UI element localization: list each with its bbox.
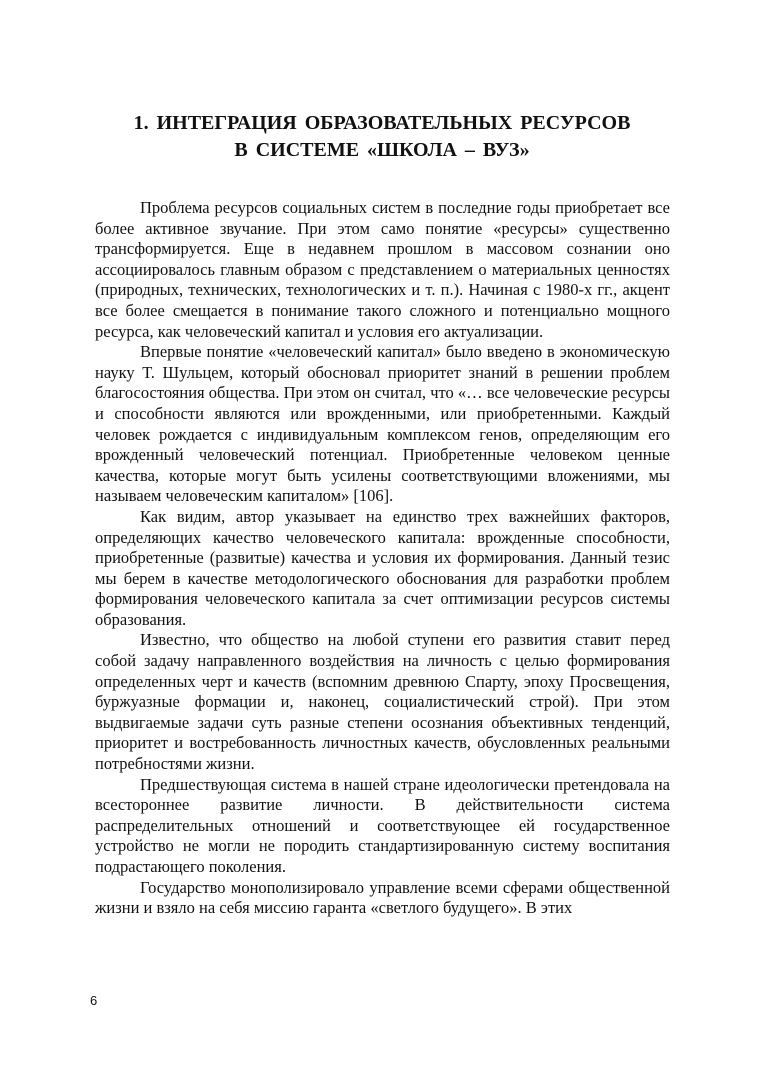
paragraph: Известно, что общество на любой ступени его развития ставит перед собой задачу направленного воздействия на личность с целью формирования определенных черт и качеств (вспомним древнюю Спарту, эпоху Просвещения, буржуазные формации и, наконец, социалистический строй). При этом выдвигаемые задачи суть разные степени осознания объективных тенденций, приоритет и востребованность личностных качеств, обусловленных реальными потребностями жизни.: [95, 630, 670, 774]
body-text: [95, 198, 670, 919]
chapter-heading-line-1: 1. ИНТЕГРАЦИЯ ОБРАЗОВАТЕЛЬНЫХ РЕСУРСОВ: [133, 112, 631, 134]
paragraph: Как видим, автор указывает на единство трех важнейших факторов, определяющих качество человеческого капитала: врожденные способности, приобретенные (развитые) качества и условия их формирования. Данный тезис мы берем в качестве методологического обоснования для разработки проблем формирования человеческого капитала за счет оптимизации ресурсов системы образования.: [95, 506, 670, 629]
paragraph: Проблема ресурсов социальных систем в последние годы приобретает все более активное звучание. При этом само понятие «ресурсы» существенно трансформируется. Еще в недавнем прошлом в массовом сознании оно ассоциировалось главным образом с представлением о материальных ценностях (природных, технических, технологических и т. п.). Начиная с 1980-х гг., акцент все более смещается в понимание такого сложного и потенциально мощного ресурса, как человеческий капитал и условия его актуализации.: [95, 198, 670, 341]
chapter-heading: [90, 110, 674, 164]
paragraph: Впервые понятие «человеческий капитал» было введено в экономическую науку Т. Шульцем, который обосновал приоритет знаний в решении проблем благосостояния общества. При этом он считал, что «… все человеческие ресурсы и способности являются или врожденными, или приобретенными. Каждый человек рождается с индивидуальным комплексом генов, определяющим его врожденный человеческий потенциал. Приобретенные человеком ценные качества, которые могут быть усилены соответствующими вложениями, мы называем человеческим капиталом» [106].: [95, 342, 670, 506]
chapter-heading-line-2: В СИСТЕМЕ «ШКОЛА – ВУЗ»: [234, 139, 530, 161]
page-number: 6: [90, 993, 98, 1008]
paragraph: Предшествующая система в нашей стране идеологически претендовала на всестороннее развитие личности. В действительности система распределительных отношений и соответствующее ей государственное устройство не могли не породить стандартизированную систему воспитания подрастающего поколения.: [95, 774, 670, 876]
paragraph: Государство монополизировало управление всеми сферами общественной жизни и взяло на себя миссию гаранта «светлого будущего». В этих: [95, 877, 670, 918]
